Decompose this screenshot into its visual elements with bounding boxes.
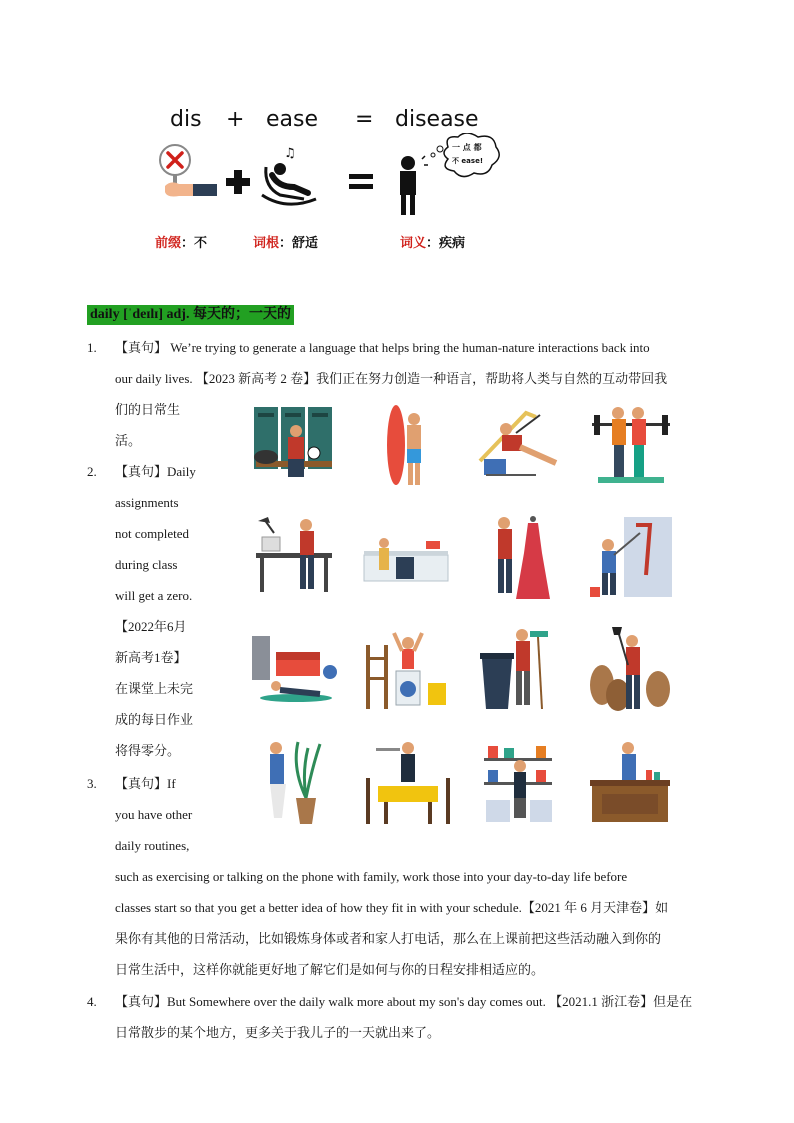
item-1-line-2: our daily lives. 【2023 新高考 2 卷】我们正在努力创造一种语言，帮助将人类与自然的互动带回我	[115, 371, 668, 386]
prefix-label: 前缀：不	[155, 236, 208, 251]
item-1-line-3: 们的日常生	[115, 402, 181, 417]
item-number-4: 4.	[87, 994, 97, 1009]
result-word: disease	[395, 107, 479, 132]
equals-bars-icon	[349, 172, 375, 192]
item-2-line-4: during class	[115, 557, 178, 572]
item-3-line-1: 【真句】If	[115, 776, 176, 791]
plus-cross-icon	[224, 168, 252, 196]
shop-counter-illustration	[588, 738, 674, 826]
item-2-line-6: 【2022年6月	[115, 619, 187, 634]
item-2-line-7: 新高考1卷】	[115, 650, 187, 665]
no-sign-icon	[155, 142, 220, 204]
office-phone-illustration	[250, 515, 338, 599]
sick-person-icon	[388, 133, 508, 218]
item-3-line-5: classes start so that you get a better idea of how they fit in with your schedule.【2021 年 6 月天津卷】如	[115, 900, 669, 915]
locker-room-illustration	[250, 403, 338, 489]
svg-text:♫: ♫	[284, 146, 296, 161]
laundry-illustration	[362, 627, 450, 711]
item-2-line-1: 【真句】Daily	[115, 464, 196, 479]
bubble-line-1: 一 点 都	[452, 143, 482, 152]
item-4-line-1: 【真句】But Somewhere over the daily walk more about my son's day comes out. 【2021.1 浙江卷】但是在	[115, 994, 693, 1009]
item-3-line-7: 日常生活中，这样你就能更好地了解它们是如何与你的日程安排相适应的。	[115, 962, 545, 977]
item-2-line-3: not completed	[115, 526, 190, 541]
painting-wall-illustration	[590, 515, 674, 599]
item-4-line-2: 日常散步的某个地方，更多关于我儿子的一天就出来了。	[115, 1025, 441, 1040]
root-label: 词根：舒适	[253, 236, 319, 251]
item-3-line-6: 果你有其他的日常活动，比如锻炼身体或者和家人打电话，那么在上课前把这些活动融入到你的	[115, 931, 662, 946]
prefix-word: dis	[170, 107, 202, 132]
item-number-2: 2.	[87, 464, 97, 479]
item-2-line-9: 成的每日作业	[115, 712, 194, 727]
living-room-yoga-illustration	[250, 632, 338, 706]
watering-plant-illustration	[262, 738, 324, 826]
item-2-line-2: assignments	[115, 495, 179, 510]
surfer-illustration	[382, 403, 432, 489]
dress-tailor-illustration	[488, 513, 552, 603]
beach-selfie-illustration	[476, 403, 561, 483]
item-3-line-3: daily routines,	[115, 838, 190, 853]
weightlifting-illustration	[588, 403, 674, 485]
waiter-table-illustration	[364, 738, 452, 826]
trash-cleaning-illustration	[476, 625, 552, 713]
rocking-chair-icon	[258, 145, 320, 210]
item-number-3: 3.	[87, 776, 97, 791]
item-number-1: 1.	[87, 340, 97, 355]
shopping-shelf-illustration	[480, 738, 556, 826]
word-heading: daily [ˈdeɪlɪ] adj. 每天的；一天的	[87, 305, 294, 325]
meaning-label: 词义：疾病	[400, 236, 466, 251]
item-3-line-2: you have other	[115, 807, 193, 822]
root-word: ease	[266, 107, 319, 132]
item-1-line-4: 活。	[115, 433, 142, 448]
equals-sign: =	[355, 107, 374, 132]
farm-sacks-illustration	[588, 625, 674, 713]
kitchen-cooking-illustration	[362, 535, 452, 585]
item-2-line-8: 在课堂上未完	[115, 681, 194, 696]
bubble-line-2: 不 ease!	[452, 157, 484, 165]
item-3-line-4: such as exercising or talking on the phone with family, work those into your day-to-day life before	[115, 869, 628, 884]
item-2-line-5: will get a zero.	[115, 588, 193, 603]
plus-sign: +	[226, 107, 245, 132]
item-1-line-1: 【真句】 We’re trying to generate a language that helps bring the human-nature interactions back into	[115, 340, 650, 355]
item-2-line-10: 将得零分。	[115, 743, 181, 758]
